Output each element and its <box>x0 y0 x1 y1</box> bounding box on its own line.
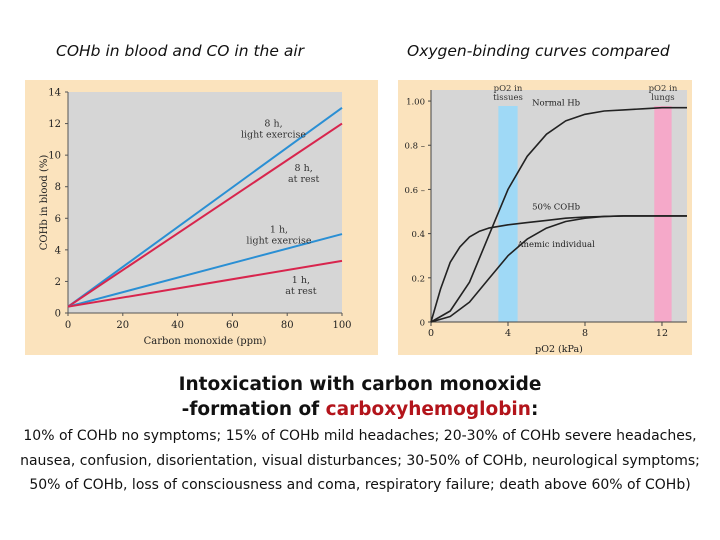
band-label: tissues <box>493 93 523 103</box>
x-axis-label: pO2 (kPa) <box>535 344 583 355</box>
band <box>654 106 671 322</box>
y-tick-label: 1.00 <box>406 97 425 108</box>
y-tick-label: 8 <box>54 182 61 194</box>
y-tick-label: 0 <box>419 318 425 329</box>
y-tick-label: 6 <box>54 213 61 225</box>
series-label: 1 h, light exercise <box>246 224 312 247</box>
x-tick-label: 20 <box>116 320 130 331</box>
band-label: pO2 in <box>648 84 678 94</box>
y-tick-label: 4 <box>54 245 61 257</box>
series-label: 8 h, at rest <box>287 162 320 185</box>
series-label: 1 h, at rest <box>285 275 317 298</box>
x-tick-label: 100 <box>332 320 352 331</box>
x-tick-label: 4 <box>504 328 512 339</box>
heading-suffix: : <box>530 399 539 420</box>
left-chart-caption: COHb in blood and CO in the air <box>56 42 305 60</box>
band-label: lungs <box>651 93 675 103</box>
x-tick-label: 40 <box>171 320 184 331</box>
y-tick-label: 0.6 – <box>404 185 425 196</box>
x-tick-label: 80 <box>280 320 294 331</box>
y-tick-label: 0.8 – <box>404 141 425 152</box>
y-tick-label: 0.2 <box>411 274 425 285</box>
x-tick-label: 8 <box>581 328 589 339</box>
series-label: Anemic individual <box>517 239 595 250</box>
x-tick-label: 0 <box>64 320 72 331</box>
y-tick-label: 14 <box>48 87 61 99</box>
y-axis-label: COHb in blood (%) <box>39 154 50 251</box>
cohb-chart-panel <box>25 80 378 355</box>
oxygen-binding-chart-panel <box>398 80 692 355</box>
series-label: 8 h, light exercise <box>240 118 307 141</box>
series-label: 50% COHb <box>532 202 581 213</box>
heading-prefix: -formation of <box>181 399 326 420</box>
band <box>498 106 517 322</box>
oxygen-binding-chart <box>398 80 692 355</box>
heading-line-2 <box>0 397 720 422</box>
symptoms-paragraph: 10% of COHb no symptoms; 15% of COHb mild headaches; 20-30% of COHb severe headaches, nausea, confusion, disorientation, visual disturbances; 30-50% of COHb, neurological symptoms; 50% of COHb, loss of consciousness and coma, respiratory failure; death above 60% of COHb) <box>20 428 700 493</box>
heading-highlight: carboxyhemoglobin <box>325 399 531 420</box>
y-tick-label: 0 <box>54 308 61 320</box>
x-tick-label: 12 <box>655 328 669 339</box>
x-tick-label: 0 <box>427 328 435 339</box>
y-tick-label: 0.4 <box>411 230 425 241</box>
series-label: Normal Hb <box>532 98 581 109</box>
y-tick-label: 12 <box>48 119 61 131</box>
cohb-chart <box>25 80 378 355</box>
y-tick-label: 2 <box>54 276 61 288</box>
x-axis-label: Carbon monoxide (ppm) <box>143 336 267 347</box>
right-chart-caption: Oxygen-binding curves compared <box>407 42 670 60</box>
band-label: pO2 in <box>493 84 523 94</box>
y-tick-label: 10 <box>48 150 61 162</box>
slide-heading <box>0 372 720 422</box>
heading-line-1: Intoxication with carbon monoxide <box>178 374 542 395</box>
x-tick-label: 60 <box>226 320 239 331</box>
